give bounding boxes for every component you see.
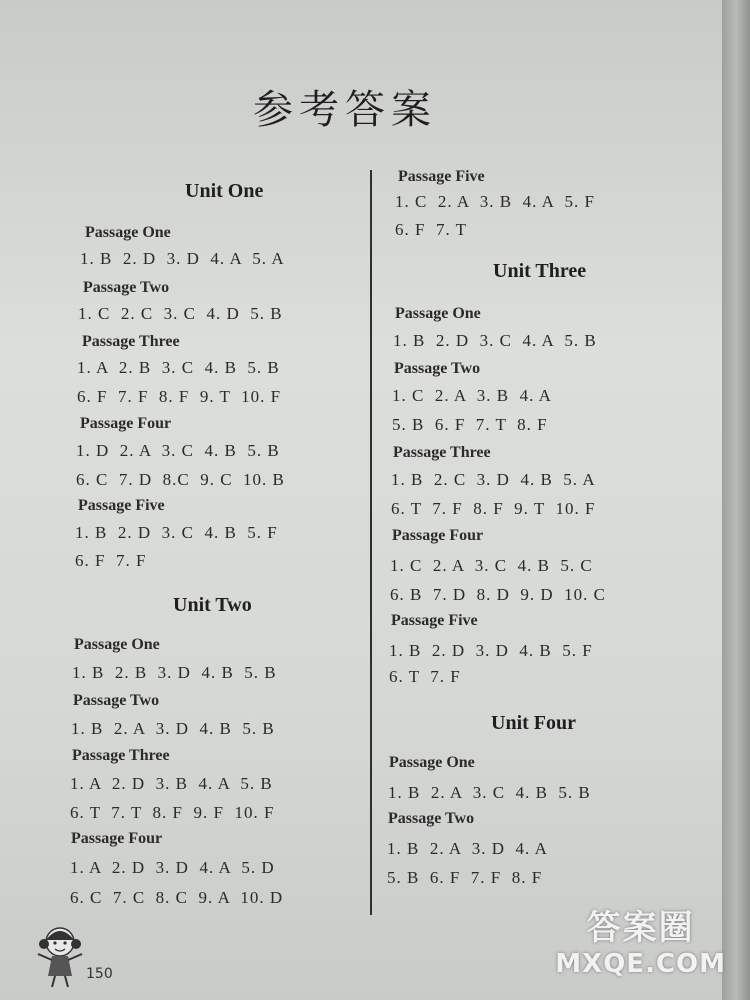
passage-label: Passage Three [72,747,170,764]
passage-label: Passage Four [392,527,484,544]
answer-row: 1. D 2. A 3. C 4. B 5. B [76,441,280,460]
answer-row: 1. B 2. D 3. C 4. A 5. B [393,331,597,350]
passage-label: Passage Three [393,444,491,461]
passage-label: Passage Two [73,692,160,709]
answer-row: 6. F 7. T [395,220,468,239]
answer-row: 6. T 7. F [389,667,461,686]
passage-label: Passage Five [391,612,478,629]
answer-row: 1. C 2. A 3. B 4. A 5. F [395,192,595,211]
passage-label: Passage Five [78,497,165,514]
answer-row: 1. B 2. D 3. D 4. A 5. A [80,249,285,268]
answer-row: 1. B 2. D 3. D 4. B 5. F [389,641,593,660]
answer-row: 1. B 2. B 3. D 4. B 5. B [72,663,277,682]
answer-row: 6. F 7. F 8. F 9. T 10. F [77,387,282,406]
watermark-line: 答案圈 [586,908,695,948]
page-edge [722,0,750,1000]
passage-label: Passage Three [82,333,180,350]
passage-label: Passage Two [83,279,170,296]
page-title: 参考答案 [253,87,437,133]
watermark [555,900,726,979]
passage-label: Passage Four [71,830,163,847]
passage-label: Passage One [85,224,171,241]
answer-row: 5. B 6. F 7. T 8. F [392,415,548,434]
passage-label: Passage One [74,636,160,653]
answer-row: 1. B 2. C 3. D 4. B 5. A [391,470,596,489]
answer-row: 1. C 2. A 3. C 4. B 5. C [390,556,593,575]
answer-row: 6. T 7. F 8. F 9. T 10. F [391,499,596,518]
cartoon-girl-icon [30,920,90,990]
answer-row: 1. C 2. A 3. B 4. A [392,386,552,405]
answer-row: 6. B 7. D 8. D 9. D 10. C [390,585,607,604]
unit-heading: Unit Four [491,712,576,734]
answer-row: 1. B 2. D 3. C 4. B 5. F [75,523,278,542]
passage-label: Passage Five [398,168,485,185]
answer-row: 1. A 2. D 3. D 4. A 5. D [70,858,275,877]
answer-row: 1. A 2. D 3. B 4. A 5. B [70,774,273,793]
answer-row: 5. B 6. F 7. F 8. F [387,868,543,887]
answer-row: 6. F 7. F [75,551,147,570]
answer-row: 1. B 2. A 3. C 4. B 5. B [388,783,591,802]
answer-row: 1. B 2. A 3. D 4. A [387,839,548,858]
passage-label: Passage Two [394,360,481,377]
column-divider [370,170,372,915]
passage-label: Passage One [389,754,475,771]
passage-label: Passage Two [388,810,475,827]
answer-row: 1. C 2. C 3. C 4. D 5. B [78,304,283,323]
answer-row: 1. A 2. B 3. C 4. B 5. B [77,358,280,377]
answer-row: 6. C 7. C 8. C 9. A 10. D [70,888,284,907]
answer-row: 6. C 7. D 8.C 9. C 10. B [76,470,285,489]
unit-heading: Unit Three [493,260,587,282]
passage-label: Passage One [395,305,481,322]
answer-row: 6. T 7. T 8. F 9. F 10. F [70,803,275,822]
unit-heading: Unit One [185,180,264,202]
answer-row: 1. B 2. A 3. D 4. B 5. B [71,719,275,738]
watermark-line: MXQE.COM [555,949,726,979]
page-number: 150 [86,966,113,982]
passage-label: Passage Four [80,415,172,432]
unit-heading: Unit Two [173,594,252,616]
